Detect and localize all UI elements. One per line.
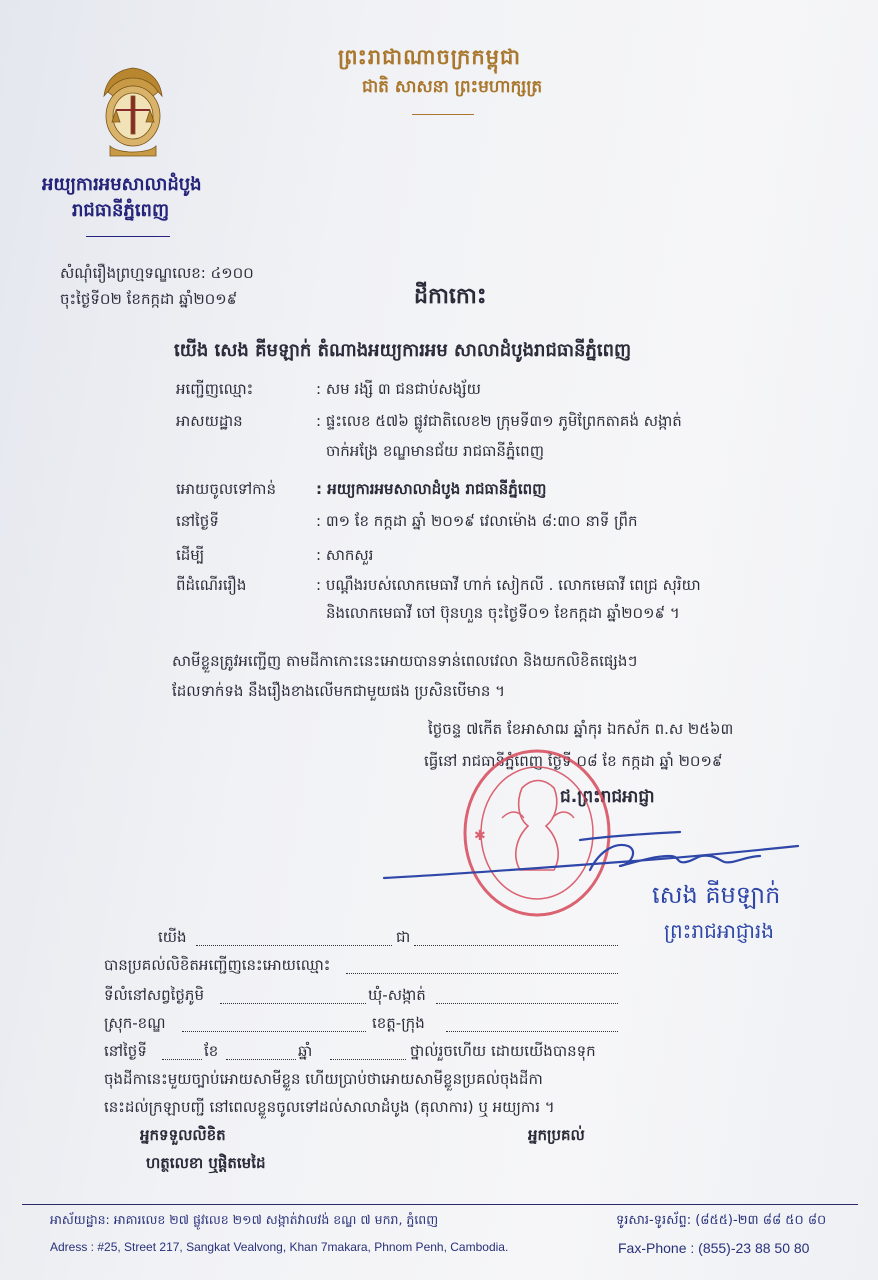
field-value-invitee: : សម រង្សី ៣ ជនជាប់សង្ស័យ <box>316 380 481 398</box>
office-name-line2: រាជធានីភ្នំពេញ <box>72 200 170 221</box>
receipt-year-field[interactable] <box>330 1058 406 1060</box>
svg-text:✱: ✱ <box>474 828 486 844</box>
receipt-month-field[interactable] <box>226 1058 296 1060</box>
recipient-label: អ្នកទទួលលិខិត <box>140 1126 226 1144</box>
motto-divider <box>412 114 474 115</box>
instruction-line2: ដែលទាក់ទង នឹងរឿងខាងលើមកជាមួយផង ប្រសិនបើមាន ។ <box>172 682 506 700</box>
field-value-date: : ៣១ ខែ កក្កដា ឆ្នាំ ២០១៩ វេលាម៉ោង ៨:៣០ នាទី ព្រឹក <box>316 512 638 530</box>
field-label-address: អាសយដ្ឋាន <box>176 412 243 430</box>
office-divider <box>86 236 170 237</box>
receipt-body-line6: ចុងដីកានេះមួយច្បាប់អោយសាមីខ្លួន ហើយប្រាប់ថាអោយសាមីខ្លួនប្រគល់ចុងដីកា <box>104 1070 543 1088</box>
receipt-commune-field[interactable] <box>436 1002 618 1004</box>
footer-address-en: Adress : #25, Street 217, Sangkat Vealvong, Khan 7makara, Phnom Penh, Cambodia. <box>50 1240 509 1254</box>
receipt-done-text: ថ្នាល់រួចហើយ ដោយយើងបានទុក <box>410 1042 596 1060</box>
receipt-province-field[interactable] <box>446 1030 618 1032</box>
receipt-handed-label: បានប្រគល់លិខិតអញ្ជើញនេះអោយឈ្មោះ <box>104 956 331 974</box>
lunar-date: ថ្ងៃចន្ទ ៧កើត ខែអាសាឍ ឆ្នាំកុរ ឯកស័ក ព.ស ២៥៦៣ <box>428 720 734 738</box>
footer-phone-kh: ទូរសារ-ទូរស័ព្ទ: (៨៥៥)-២៣ ៨៨ ៥០ ៨០ <box>616 1213 827 1228</box>
office-name-line1: អយ្យការអមសាលាដំបូង <box>42 174 202 195</box>
field-value-address-cont: ចាក់អង្រែ ខណ្ឌមានជ័យ រាជធានីភ្នំពេញ <box>326 442 544 460</box>
receipt-body-line7: នេះដល់ក្រឡាបញ្ជី នៅពេលខ្លួនចូលទៅដល់សាលាដំបូង (តុលាការ) ឬ អយ្យការ ។ <box>104 1098 555 1116</box>
receipt-commune-label: ឃុំ-សង្កាត់ <box>368 986 426 1004</box>
field-label-invitee: អញ្ជើញឈ្មោះ <box>176 380 254 398</box>
field-value-case: : បណ្ដឹងរបស់លោកមេធាវី ហាក់ សៀកលី . លោកមេធាវី ពេជ្រ សុរិយា <box>316 576 701 594</box>
footer-phone-en: Fax-Phone : (855)-23 88 50 80 <box>618 1240 810 1256</box>
case-number: សំណុំរឿងព្រហ្មទណ្ឌលេខ: ៤១០០ <box>60 264 254 282</box>
by-order-label: ជ.ព្រះរាជអាជ្ញា <box>560 787 655 807</box>
footer-divider <box>22 1204 858 1205</box>
receipt-district-field[interactable] <box>182 1030 366 1032</box>
national-motto: ជាតិ សាសនា ព្រះមហាក្សត្រ <box>362 77 543 97</box>
solar-date: ធ្វើនៅ រាជធានីភ្នំពេញ ថ្ងៃទី ០៨ ខែ កក្កដា ឆ្នាំ ២០១៩ <box>424 752 723 770</box>
deliverer-label: អ្នកប្រគល់ <box>528 1126 585 1144</box>
receipt-village-label: ទីលំនៅសព្វថ្ងៃភូមិ <box>104 986 204 1004</box>
receipt-day-label: នៅថ្ងៃទី <box>104 1042 147 1060</box>
receipt-as-field[interactable] <box>414 944 618 946</box>
field-value-address: : ផ្ទះលេខ ៥៧៦ ផ្លូវជាតិលេខ២ ក្រុមទី៣១ ភូមិព្រែកតាគង់ សង្កាត់ <box>316 412 682 430</box>
signatory-position: ព្រះរាជអាជ្ញារង <box>664 919 774 943</box>
receipt-as-label: ជា <box>396 928 411 946</box>
receipt-district-label: ស្រុក-ខណ្ឌ <box>104 1014 166 1032</box>
footer-address-kh: អាស័យដ្ឋាន: អាគារលេខ ២៧ ផ្លូវលេខ ២១៧ សង្កាត់វាលវង់ ខណ្ឌ ៧ មករា, ភ្នំពេញ <box>50 1212 439 1227</box>
field-value-destination: : អយ្យការអមសាលាដំបូង រាជធានីភ្នំពេញ <box>316 480 547 498</box>
recipient-sub-label: ហត្ថលេខា ឬផ្ដិតមេដៃ <box>146 1154 266 1172</box>
field-value-case-cont: និងលោកមេធាវី ចៅ ប៊ុនហួន ចុះថ្ងៃទី០១ ខែកក្កដា ឆ្នាំ២០១៩ ។ <box>326 604 680 622</box>
signatory-name: សេង គីមឡាក់ <box>652 881 781 909</box>
issuer-statement: យើង សេង គីមឡាក់ តំណាងអយ្យការអម សាលាដំបូងរាជធានីភ្នំពេញ <box>174 340 632 361</box>
receipt-month-label: ខែ <box>204 1042 219 1060</box>
instruction-line1: សាមីខ្លួនត្រូវអញ្ជើញ តាមដីកាកោះនេះអោយបានទាន់ពេលវេលា និងយកលិខិតផ្សេងៗ <box>172 652 638 670</box>
field-label-destination: អោយចូលទៅកាន់ <box>176 480 276 498</box>
field-value-purpose: : សាកសួរ <box>316 546 374 564</box>
receipt-year-label: ឆ្នាំ <box>298 1042 313 1060</box>
receipt-we-field[interactable] <box>196 944 392 946</box>
receipt-handed-field[interactable] <box>346 972 618 974</box>
receipt-province-label: ខេត្ត-ក្រុង <box>372 1014 425 1032</box>
receipt-village-field[interactable] <box>220 1002 366 1004</box>
case-date: ចុះថ្ងៃទី០២ ខែកក្កដា ឆ្នាំ២០១៩ <box>60 290 238 308</box>
receipt-we-label: យើង <box>158 928 187 946</box>
prosecution-emblem-icon <box>98 66 168 162</box>
document-title: ដីកាកោះ <box>414 284 487 309</box>
field-label-date: នៅថ្ងៃទី <box>176 512 219 530</box>
field-label-purpose: ដើម្បី <box>176 546 205 564</box>
field-label-case: ពីដំណើររឿង <box>176 576 247 594</box>
receipt-day-field[interactable] <box>162 1058 202 1060</box>
kingdom-heading: ព្រះរាជាណាចក្រកម្ពុជា <box>338 45 522 69</box>
